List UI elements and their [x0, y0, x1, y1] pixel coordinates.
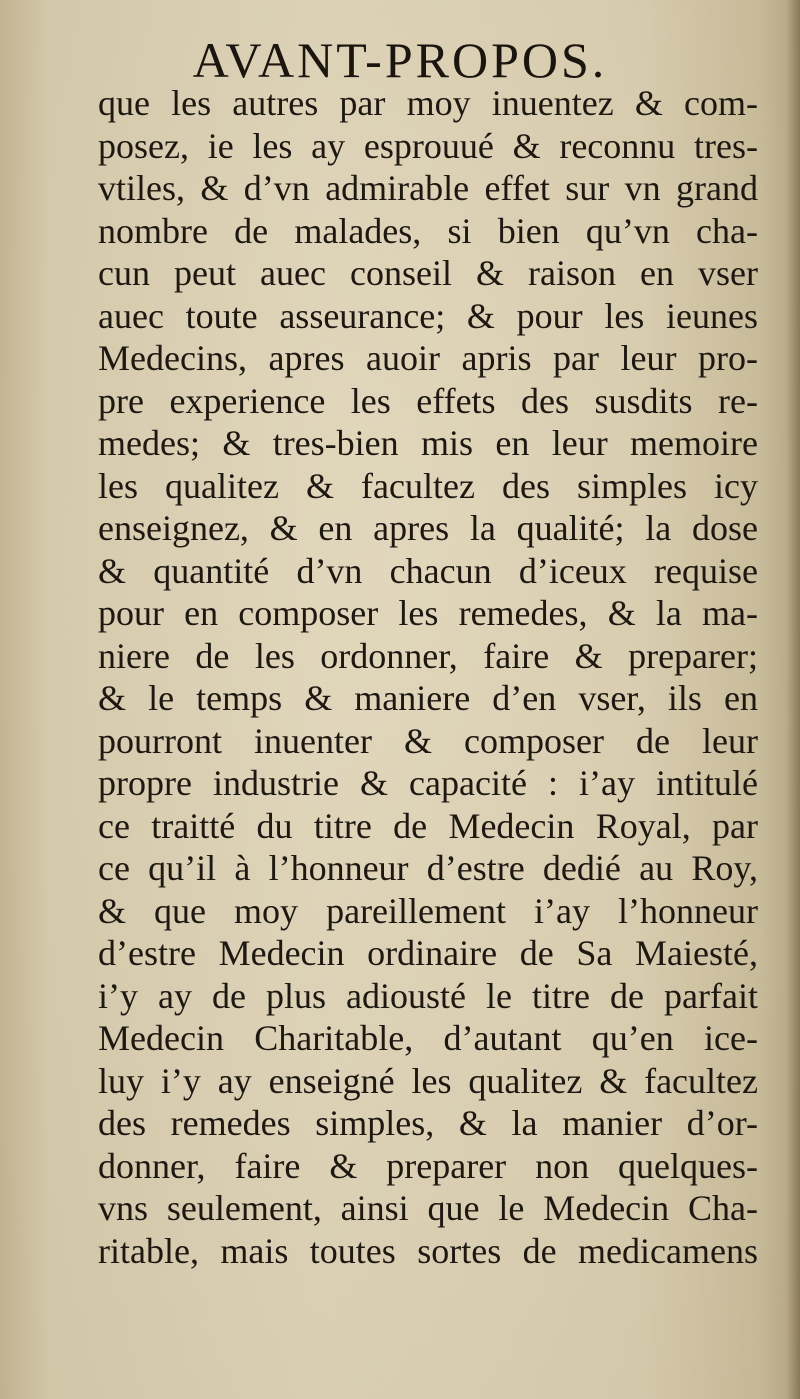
text-line: Medecin Charitable, d’autant qu’en ice- [98, 1018, 758, 1058]
text-line: vns seulement, ainsi que le Medecin Cha- [98, 1188, 758, 1228]
text-line: i’y ay de plus adiousté le titre de parfait [98, 975, 758, 1016]
text-line: niere de les ordonner, faire & preparer; [98, 635, 758, 676]
text-line: medes; & tres-bien mis en leur memoire [98, 423, 758, 463]
text-line: d’estre Medecin ordinaire de Sa Maiesté, [98, 933, 758, 973]
text-line: pre experience les effets des susdits re- [98, 380, 758, 421]
text-line: luy i’y ay enseigné les qualitez & facultez [98, 1060, 758, 1101]
running-title: AVANT-PROPOS. [192, 32, 608, 88]
text-line: Medecins, apres auoir apris par leur pro- [98, 338, 758, 378]
text-line: enseignez, & en apres la qualité; la dose [98, 508, 758, 548]
text-line: nombre de malades, si bien qu’vn cha- [98, 210, 758, 251]
text-line: ce traitté du titre de Medecin Royal, par [98, 805, 758, 846]
text-line: & le temps & maniere d’en vser, ils en [98, 678, 758, 718]
text-line: cun peut auec conseil & raison en vser [98, 253, 758, 293]
text-line: posez, ie les ay esprouué & reconnu tres- [98, 125, 758, 166]
text-line: des remedes simples, & la manier d’or- [98, 1103, 758, 1143]
text-line: ritable, mais toutes sortes de medicamens [98, 1230, 758, 1271]
text-line: vtiles, & d’vn admirable effet sur vn grand [98, 168, 758, 208]
text-line: propre industrie & capacité : i’ay intitulé [98, 763, 758, 803]
text-line: pour en composer les remedes, & la ma- [98, 593, 758, 633]
text-line: & que moy pareillement i’ay l’honneur [98, 890, 758, 931]
body-text [98, 82, 758, 1272]
text-line: les qualitez & facultez des simples icy [98, 465, 758, 506]
text-line: & quantité d’vn chacun d’iceux requise [98, 550, 758, 591]
text-line: pourront inuenter & composer de leur [98, 720, 758, 761]
text-line: auec toute asseurance; & pour les ieunes [98, 295, 758, 336]
text-line: donner, faire & preparer non quelques- [98, 1145, 758, 1186]
text-line: que les autres par moy inuentez & com- [98, 83, 758, 123]
text-line: ce qu’il à l’honneur d’estre dedié au Roy, [98, 848, 758, 888]
